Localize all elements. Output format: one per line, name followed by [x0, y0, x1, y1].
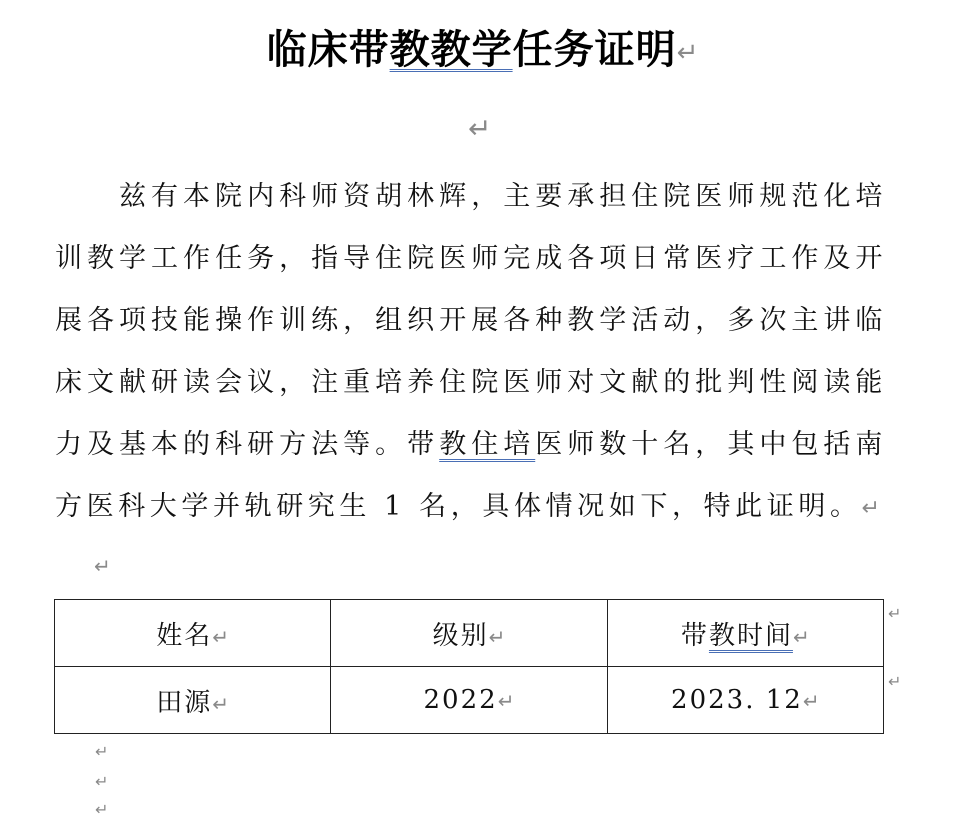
- cell-mark-icon: ↵: [212, 691, 230, 716]
- cell-level: [331, 667, 607, 734]
- cell-name: [55, 667, 331, 734]
- paragraph-mark-icon: ↵: [94, 554, 111, 578]
- row-end-mark-icon: ↵: [888, 672, 902, 691]
- table-row: [55, 667, 884, 734]
- title-text-1: 临床带: [266, 26, 390, 73]
- body-paragraph: [55, 166, 887, 540]
- header-level-label: 级别: [432, 620, 489, 651]
- header-time-label-2-underlined: 教时间: [708, 620, 793, 651]
- paragraph-mark-icon: ↵: [468, 112, 492, 145]
- body-text-2-underlined: 教住培: [439, 429, 536, 460]
- paragraph-mark-icon: ↵: [95, 800, 109, 819]
- info-table: [54, 599, 884, 734]
- cell-level-value: 2022: [423, 685, 498, 715]
- header-name-label: 姓名: [156, 620, 213, 651]
- cell-time-value: 2023. 12: [671, 685, 803, 715]
- row-end-mark-icon: ↵: [888, 604, 902, 623]
- cell-mark-icon: ↵: [488, 624, 506, 649]
- body-text-3: 医师数十名，其中包括南方医科大学并轨研究生 1 名，具体情况如下，特此证明。: [55, 429, 887, 522]
- header-time-label-1: 带: [680, 620, 709, 651]
- title-text-2-underlined: 教教学: [389, 26, 513, 73]
- cell-mark-icon: ↵: [792, 624, 810, 649]
- cell-time: [607, 667, 883, 734]
- paragraph-mark-icon: ↵: [861, 496, 880, 521]
- header-cell-name: [55, 600, 331, 667]
- table-header-row: [55, 600, 884, 667]
- cell-mark-icon: ↵: [802, 689, 820, 713]
- paragraph-mark-icon: ↵: [676, 38, 700, 68]
- header-cell-level: [331, 600, 607, 667]
- header-cell-time: [607, 600, 883, 667]
- title-text-3: 任务证明: [512, 26, 677, 73]
- cell-name-value: 田源: [156, 687, 213, 718]
- paragraph-mark-icon: ↵: [95, 772, 109, 791]
- cell-mark-icon: ↵: [497, 689, 515, 713]
- paragraph-mark-icon: ↵: [95, 742, 109, 761]
- document-title: [0, 22, 966, 81]
- cell-mark-icon: ↵: [212, 624, 230, 649]
- body-text-1: 兹有本院内科师资胡林辉，主要承担住院医师规范化培训教学工作任务，指导住院医师完成各项日常医疗工作及开展各项技能操作训练，组织开展各种教学活动，多次主讲临床文献研读会议，注重培养住院医师对文献的批判性阅读能力及基本的科研方法等。带: [55, 181, 887, 460]
